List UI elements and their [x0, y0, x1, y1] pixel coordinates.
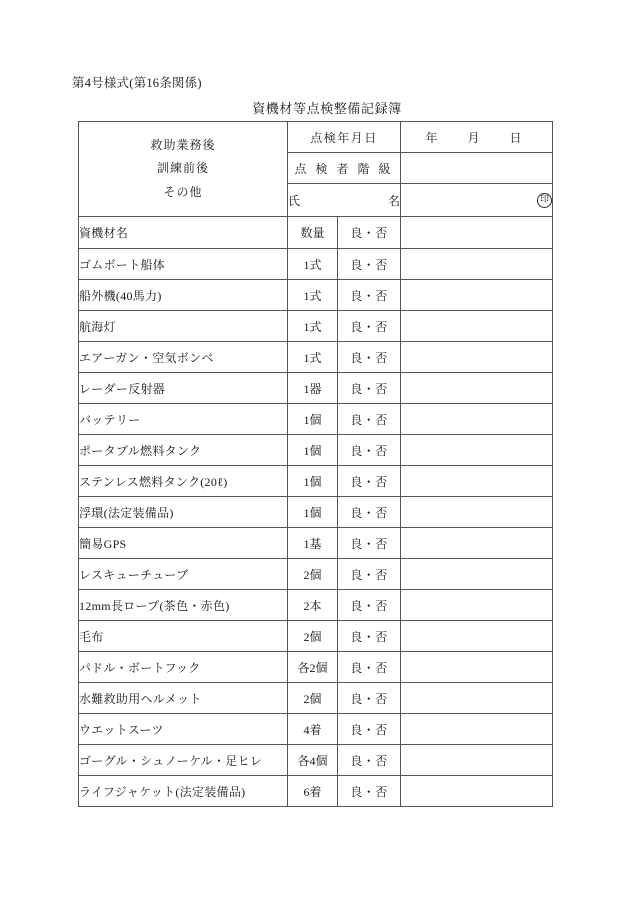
- cell-judgement[interactable]: 良・否: [338, 373, 401, 404]
- cell-quantity: 1個: [288, 404, 338, 435]
- inspection-record-table-wrapper: [78, 121, 552, 807]
- inspector-name-label: [288, 184, 401, 217]
- cell-note[interactable]: [401, 714, 553, 745]
- cell-equipment-name: バッテリー: [79, 404, 288, 435]
- occasion-cell: [79, 122, 288, 217]
- cell-note[interactable]: [401, 652, 553, 683]
- cell-quantity: 2個: [288, 621, 338, 652]
- cell-equipment-name: ステンレス燃料タンク(20ℓ): [79, 466, 288, 497]
- cell-note[interactable]: [401, 745, 553, 776]
- table-row: [79, 776, 553, 807]
- table-row: [79, 559, 553, 590]
- cell-judgement[interactable]: 良・否: [338, 497, 401, 528]
- table-row: [79, 466, 553, 497]
- cell-equipment-name: エアーガン・空気ボンベ: [79, 342, 288, 373]
- occasion-line-1: 救助業務後: [150, 137, 216, 152]
- cell-note[interactable]: [401, 404, 553, 435]
- cell-judgement[interactable]: 良・否: [338, 404, 401, 435]
- cell-note[interactable]: [401, 528, 553, 559]
- cell-quantity: 2本: [288, 590, 338, 621]
- cell-equipment-name: 毛布: [79, 621, 288, 652]
- cell-quantity: 4着: [288, 714, 338, 745]
- cell-quantity: 1個: [288, 497, 338, 528]
- cell-note[interactable]: [401, 342, 553, 373]
- cell-note[interactable]: [401, 249, 553, 280]
- cell-note[interactable]: [401, 497, 553, 528]
- table-row: [79, 435, 553, 466]
- cell-note[interactable]: [401, 776, 553, 807]
- cell-quantity: 1基: [288, 528, 338, 559]
- cell-note[interactable]: [401, 311, 553, 342]
- cell-quantity: 1器: [288, 373, 338, 404]
- cell-judgement[interactable]: 良・否: [338, 280, 401, 311]
- table-row: [79, 745, 553, 776]
- table-row: [79, 373, 553, 404]
- cell-judgement[interactable]: 良・否: [338, 621, 401, 652]
- column-header-row: [79, 217, 553, 249]
- column-header-judge: 良・否: [338, 217, 401, 249]
- day-label: 日: [509, 130, 522, 145]
- table-row: [79, 342, 553, 373]
- occasion-line-2: 訓練前後: [156, 161, 209, 176]
- table-row: [79, 311, 553, 342]
- cell-judgement[interactable]: 良・否: [338, 652, 401, 683]
- inspection-record-table: [78, 121, 553, 807]
- inspector-rank-value-field[interactable]: [401, 153, 553, 184]
- inspection-date-value-field[interactable]: [401, 122, 553, 153]
- occasion-line-3: その他: [163, 184, 203, 199]
- inspector-rank-label: 点 検 者 階 級: [288, 153, 401, 184]
- cell-judgement[interactable]: 良・否: [338, 342, 401, 373]
- inspection-date-label: 点検年月日: [288, 122, 401, 153]
- table-row: [79, 621, 553, 652]
- cell-note[interactable]: [401, 435, 553, 466]
- cell-quantity: 6着: [288, 776, 338, 807]
- cell-note[interactable]: [401, 280, 553, 311]
- year-label: 年: [425, 130, 438, 145]
- column-header-name: 資機材名: [79, 217, 288, 249]
- table-row: [79, 497, 553, 528]
- cell-judgement[interactable]: 良・否: [338, 590, 401, 621]
- header-row-date: [79, 122, 553, 153]
- cell-judgement[interactable]: 良・否: [338, 683, 401, 714]
- cell-equipment-name: パドル・ボートフック: [79, 652, 288, 683]
- cell-equipment-name: レーダー反射器: [79, 373, 288, 404]
- seal-icon: 印: [537, 193, 552, 208]
- table-body: [79, 122, 553, 807]
- cell-quantity: 1個: [288, 435, 338, 466]
- form-number: 第4号様式(第16条関係): [72, 76, 202, 90]
- cell-judgement[interactable]: 良・否: [338, 249, 401, 280]
- month-label: 月: [467, 130, 480, 145]
- table-row: [79, 249, 553, 280]
- table-row: [79, 590, 553, 621]
- cell-equipment-name: 船外機(40馬力): [79, 280, 288, 311]
- table-row: [79, 280, 553, 311]
- cell-quantity: 1式: [288, 280, 338, 311]
- cell-equipment-name: ポータブル燃料タンク: [79, 435, 288, 466]
- table-row: [79, 683, 553, 714]
- table-row: [79, 652, 553, 683]
- table-row: [79, 404, 553, 435]
- cell-equipment-name: ゴーグル・シュノーケル・足ヒレ: [79, 745, 288, 776]
- inspector-name-value-field[interactable]: [401, 184, 553, 217]
- cell-equipment-name: ライフジャケット(法定装備品): [79, 776, 288, 807]
- cell-quantity: 1個: [288, 466, 338, 497]
- column-header-note: [401, 217, 553, 249]
- cell-quantity: 1式: [288, 249, 338, 280]
- cell-quantity: 2個: [288, 683, 338, 714]
- cell-equipment-name: ウエットスーツ: [79, 714, 288, 745]
- cell-judgement[interactable]: 良・否: [338, 776, 401, 807]
- cell-judgement[interactable]: 良・否: [338, 435, 401, 466]
- cell-equipment-name: レスキューチューブ: [79, 559, 288, 590]
- cell-equipment-name: 水難救助用ヘルメット: [79, 683, 288, 714]
- cell-equipment-name: 簡易GPS: [79, 528, 288, 559]
- cell-judgement[interactable]: 良・否: [338, 528, 401, 559]
- cell-quantity: 2個: [288, 559, 338, 590]
- cell-note[interactable]: [401, 683, 553, 714]
- cell-note[interactable]: [401, 373, 553, 404]
- cell-equipment-name: 航海灯: [79, 311, 288, 342]
- cell-note[interactable]: [401, 559, 553, 590]
- cell-judgement[interactable]: 良・否: [338, 311, 401, 342]
- cell-judgement[interactable]: 良・否: [338, 466, 401, 497]
- cell-equipment-name: 浮環(法定装備品): [79, 497, 288, 528]
- table-row: [79, 528, 553, 559]
- cell-quantity: 各2個: [288, 652, 338, 683]
- cell-equipment-name: ゴムボート船体: [79, 249, 288, 280]
- cell-judgement[interactable]: 良・否: [338, 714, 401, 745]
- page-title: 資機材等点検整備記録簿: [252, 101, 402, 116]
- cell-note[interactable]: [401, 466, 553, 497]
- inspector-name-label-left: 氏: [288, 193, 301, 208]
- cell-quantity: 各4個: [288, 745, 338, 776]
- column-header-qty: 数量: [288, 217, 338, 249]
- inspector-name-label-right: 名: [388, 193, 401, 208]
- cell-note[interactable]: [401, 621, 553, 652]
- cell-quantity: 1式: [288, 311, 338, 342]
- cell-judgement[interactable]: 良・否: [338, 559, 401, 590]
- cell-equipment-name: 12mm長ロープ(茶色・赤色): [79, 590, 288, 621]
- cell-note[interactable]: [401, 590, 553, 621]
- cell-quantity: 1式: [288, 342, 338, 373]
- cell-judgement[interactable]: 良・否: [338, 745, 401, 776]
- table-row: [79, 714, 553, 745]
